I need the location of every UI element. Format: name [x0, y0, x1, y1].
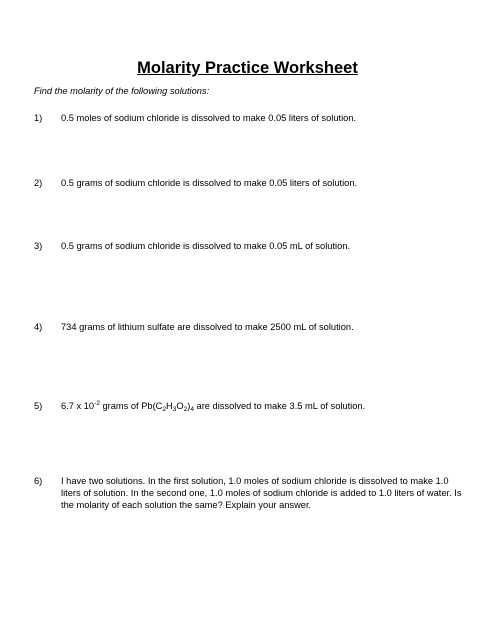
instructions: Find the molarity of the following solutions: [34, 86, 210, 96]
question-number: 2) [34, 178, 43, 188]
question-text: 0.5 grams of sodium chloride is dissolved to make 0.05 liters of solution. [61, 178, 358, 188]
question-text [61, 400, 463, 412]
question-text: 0.5 moles of sodium chloride is dissolved to make 0.05 liters of solution. [61, 113, 357, 123]
subscript: 2 [162, 406, 167, 413]
close-paren: ) [187, 401, 191, 411]
subscript: 3 [172, 406, 177, 413]
question-number: 4) [34, 322, 43, 332]
question-number: 3) [34, 241, 43, 251]
question-text: I have two solutions. In the first solution, 1.0 moles of sodium chloride is dissolved to make 1.0 liters of solution. In the second one, 1.0 moles of sodium chloride is added to 1.0 liters of water. Is the molarity of each solution the same? Explain your answer. [61, 476, 462, 510]
question-number: 6) [34, 476, 43, 486]
element-symbol: O [176, 401, 184, 411]
text-suffix: are dissolved to make 3.5 mL of solution. [193, 401, 366, 411]
subscript: 2 [183, 406, 188, 413]
text-middle: grams of Pb(C [99, 401, 163, 411]
question-number: 1) [34, 113, 43, 123]
subscript: 4 [190, 406, 194, 413]
text-prefix: 6.7 x 10 [61, 401, 95, 411]
question-text: 734 grams of lithium sulfate are dissolved to make 2500 mL of solution. [61, 322, 354, 332]
exponent: -2 [94, 400, 100, 407]
question-text: 0.5 grams of sodium chloride is dissolved to make 0.05 mL of solution. [61, 241, 351, 251]
page-title: Molarity Practice Worksheet [137, 59, 358, 77]
element-symbol: H [166, 401, 173, 411]
question-number: 5) [34, 401, 43, 411]
